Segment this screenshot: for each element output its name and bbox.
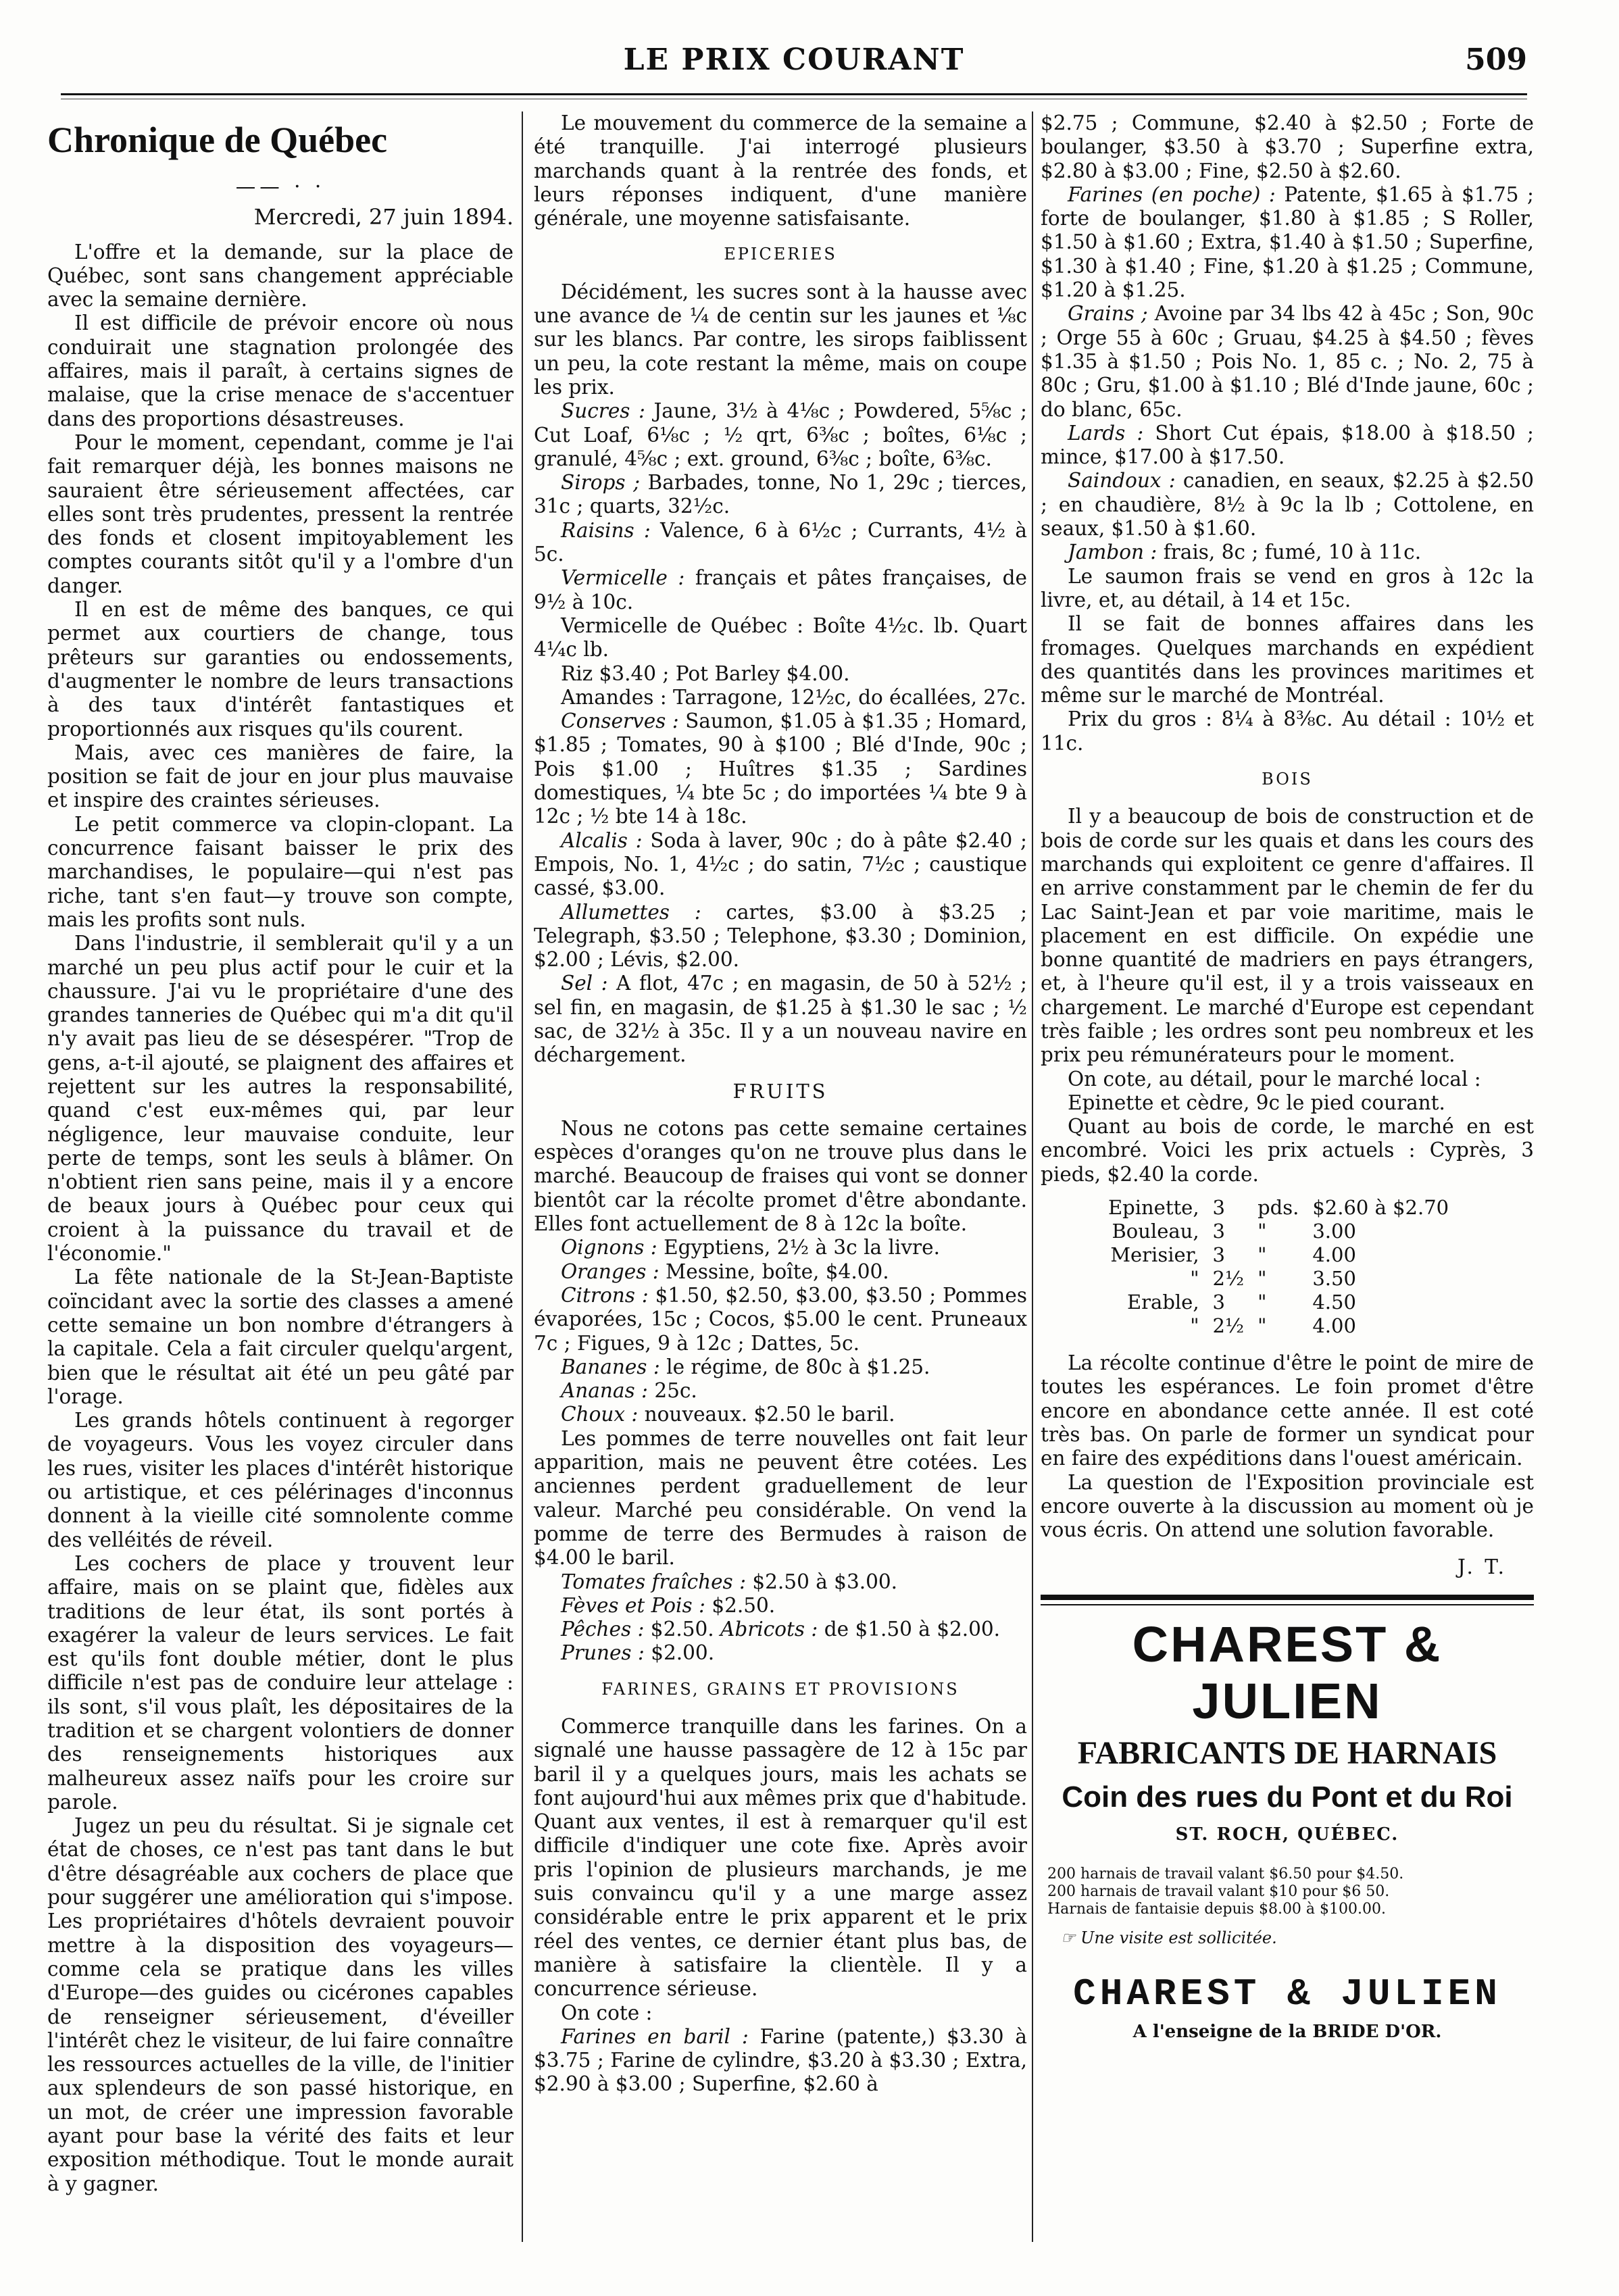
- price-item-label: Bananes :: [561, 1355, 660, 1378]
- ad-visit-text: Une visite est sollicitée.: [1080, 1928, 1277, 1948]
- ad-rule: [1041, 1604, 1534, 1605]
- section-heading-bois: BOIS: [1262, 770, 1313, 789]
- price-item-text: $2.00.: [644, 1641, 715, 1665]
- paragraph: Il en est de même des banques, ce qui permet aux courtiers de change, tous prêteurs sur garanties ou endossements, d'augmenter le nombre de leurs transactions à des taux d'intérêt fantastiques et proportionnés aux risques qu'ils courent.: [47, 598, 514, 741]
- paragraph: Pour le moment, cependant, comme je l'ai fait remarquer déjà, les bonnes maisons ne sauraient être sérieusement affectées, car elles sont très prudentes, pressent la rentrée des fonds et closent impitoyablement les comptes courants sitôt qu'il y a l'ombre d'un danger.: [47, 430, 514, 597]
- price-item-label: Grains ;: [1068, 302, 1148, 326]
- price-item-label: Choux :: [561, 1403, 639, 1426]
- paragraph: On cote, au détail, pour le marché local :: [1068, 1067, 1481, 1091]
- table-row: [1101, 1267, 1455, 1291]
- price-item-text: $1.50, $2.50, $3.00, $3.50 ; Pommes évaporées, 15c ; Cocos, $5.00 le cent. Pruneaux 7c ; Figues, 9 à 12c ; Dattes, 5c.: [534, 1283, 1027, 1355]
- paragraph: Prix du gros : 8¼ à 8⅜c. Au détail : 10½ et 11c.: [1041, 707, 1534, 755]
- price-item-text: $2.50 à $3.00.: [746, 1570, 898, 1593]
- paragraph: Les pommes de terre nouvelles ont fait leur apparition, mais ne peuvent être cotées. Les anciennes perdent graduellement de leur valeur. Marché peu considérable. On vend la pomme de terre des Bermudes à raison de $4.00 le baril.: [534, 1426, 1027, 1570]
- wood-unit: ": [1257, 1220, 1267, 1243]
- ad-offer-line: 200 harnais de travail valant $6.50 pour $4.50.: [1047, 1866, 1404, 1883]
- paragraph: Commerce tranquille dans les farines. On a signalé une hausse passagère de 12 à 15c par baril il y a quelques jours, mais les achats se font aujourd'hui aux mêmes prix que d'habitude. Quant aux ventes, il est à remarquer qu'il est difficile d'indiquer une cote fixe. Après avoir pris l'opinion de plusieurs marchands, je me suis convaincu qu'il y a une marge assez considérable entre le prix apparent et le prix réel des ventes, ce dernier étant plus bas, de manière à satisfaire la clientèle. Il y a concurrence sérieuse.: [534, 1715, 1027, 2001]
- dateline: Mercredi, 27 juin 1894.: [253, 204, 514, 230]
- paragraph: La question de l'Exposition provinciale est encore ouverte à la discussion au moment où je vous écris. On attend une solution favorable.: [1041, 1470, 1534, 1542]
- paragraph: Le saumon frais se vend en gros à 12c la livre, et, au détail, à 14 et 15c.: [1041, 564, 1534, 612]
- price-item: [534, 1260, 1027, 1284]
- wood-price: 4.00: [1312, 1314, 1356, 1338]
- price-item-label: Farines (en poche) :: [1068, 182, 1276, 206]
- wood-length: 3: [1212, 1196, 1225, 1220]
- price-item-text: Vermicelle de Québec : Boîte 4½c. lb. Quart 4¼c lb.: [534, 614, 1027, 662]
- price-item: [534, 972, 1027, 1067]
- paragraph: Nous ne cotons pas cette semaine certaines espèces d'oranges qu'on ne trouve plus dans le marché. Beaucoup de fraises qui vont se donner bientôt car la récolte promet d'être abondante. Elles font actuellement de 8 à 12c la boîte.: [534, 1116, 1027, 1236]
- price-item-label: Prunes :: [561, 1641, 645, 1665]
- price-item: [534, 1284, 1027, 1355]
- price-item-text: nouveaux. $2.50 le baril.: [638, 1403, 895, 1426]
- price-item: [1041, 302, 1534, 421]
- wood-price: $2.60 à $2.70: [1312, 1196, 1449, 1220]
- paragraph: Le mouvement du commerce de la semaine a été tranquille. J'ai interrogé plusieurs marchands quant à la rentrée des fonds, et leurs réponses indiquent, d'une manière générale, une moyenne satisfaisante.: [534, 111, 1027, 230]
- price-item-text: Saumon, $1.05 à $1.35 ; Homard, $1.85 ; Tomates, 90 à $100 ; Blé d'Inde, 90c ; Pois $1.00 ; Huîtres $1.35 ; Sardines domestiques, ¼ bte 5c ; do importées ¼ bte 9 à 12c ; ½ bte 14 à 18c.: [534, 709, 1027, 828]
- running-title: LE PRIX COURANT: [623, 43, 965, 77]
- price-item: [1041, 469, 1534, 541]
- advertisement: [1041, 1595, 1534, 2044]
- article-title: Chronique de Québec: [47, 120, 388, 160]
- price-item-text: Patente, $1.65 à $1.75 ; forte de boulanger, $1.80 à $1.85 ; S Roller, $1.50 à $1.60 ; Extra, $1.40 à $1.50 ; Superfine, $1.30 à $1.40 ; Fine, $1.20 à $1.25 ; Commune, $1.20 à $1.25.: [1041, 182, 1534, 302]
- price-item-label: Abricots :: [720, 1618, 818, 1641]
- paragraph: La fête nationale de la St-Jean-Baptiste coïncidant avec la sortie des classes a amené cette semaine un bon nombre d'étrangers à la capitale. Cela a fait circuler quelqu'argent, bien que le résultat ait été un peu gâté par l'orage.: [47, 1266, 514, 1408]
- table-row: [1101, 1314, 1455, 1338]
- ad-offers: [1047, 1866, 1534, 1918]
- paragraph: Les grands hôtels continuent à regorger de voyageurs. Vous les voyez circuler dans les rues, visiter les places d'intérêt historique ou artistique, et ces pélérinages d'inconnus donnent à la vieille cité somnolente comme des velléités de réveil.: [47, 1409, 514, 1551]
- price-item-label: Sel :: [561, 972, 608, 995]
- price-item: [534, 519, 1027, 567]
- wood-name: Merisier,: [1110, 1243, 1199, 1267]
- wood-length: 3: [1212, 1291, 1225, 1314]
- ad-offer-line: Harnais de fantaisie depuis $8.00 à $100.00.: [1047, 1901, 1387, 1918]
- table-row: [1101, 1291, 1455, 1314]
- price-item-label: Saindoux :: [1068, 469, 1176, 493]
- price-item: [534, 2025, 1027, 2097]
- price-item: [534, 901, 1027, 972]
- wood-unit: ": [1257, 1314, 1267, 1338]
- table-row: [1101, 1220, 1455, 1243]
- price-item-text: Soda à laver, 90c ; do à pâte $2.40 ; Empois, No. 1, 4½c ; do satin, 7½c ; caustique cassé, $3.00.: [534, 828, 1027, 900]
- price-item-text: Amandes : Tarragone, 12½c, do écallées, 27c.: [561, 685, 1026, 709]
- wood-price: 4.50: [1312, 1291, 1356, 1314]
- wood-name: Bouleau,: [1112, 1220, 1199, 1243]
- wood-unit: ": [1257, 1267, 1267, 1291]
- price-item: [534, 709, 1027, 828]
- paragraph: $2.75 ; Commune, $2.40 à $2.50 ; Forte de boulanger, $3.50 à $3.70 ; Superfine extra, $2.80 à $3.00 ; Fine, $2.50 à $2.60.: [1041, 111, 1534, 182]
- price-item-label: Lards :: [1068, 421, 1144, 445]
- price-item-text: de $1.50 à $2.00.: [818, 1618, 1001, 1641]
- ad-firm-name-footer: CHAREST & JULIEN: [1073, 1972, 1501, 2016]
- price-item-text: Short Cut épais, $18.00 à $18.50 ; mince, $17.00 à $17.50.: [1041, 421, 1534, 469]
- title-divider: —— · ·: [235, 175, 326, 198]
- price-item: [534, 1355, 1027, 1379]
- price-item-text: $2.50.: [644, 1618, 721, 1641]
- price-item-text: Valence, 6 à 6½c ; Currants, 4½ à 5c.: [534, 518, 1027, 566]
- price-item-label: Allumettes :: [561, 900, 701, 924]
- ad-trade: FABRICANTS DE HARNAIS: [1077, 1735, 1497, 1771]
- price-item-text: Egyptiens, 2½ à 3c la livre.: [657, 1236, 940, 1259]
- price-item-text: Avoine par 34 lbs 42 à 45c ; Son, 90c ; Orge 55 à 60c ; Gruau, $4.25 à $4.50 ; fèves $1.35 à $1.50 ; Pois No. 1, 85 c. ; No. 2, 75 à 80c ; Gru, $1.00 à $1.10 ; Blé d'Inde jaune, 60c ; do blanc, 65c.: [1041, 302, 1534, 421]
- price-item-text: canadien, en seaux, $2.25 à $2.50 ; en chaudière, 8½ à 9c la lb ; Cottolene, en seaux, $1.50 à $1.60.: [1041, 469, 1534, 541]
- price-item-text: Riz $3.40 ; Pot Barley $4.00.: [561, 662, 850, 685]
- price-item-text: Farine (patente,) $3.30 à $3.75 ; Farine de cylindre, $3.20 à $3.30 ; Extra, $2.90 à $3.00 ; Superfine, $2.60 à: [534, 2024, 1027, 2096]
- wood-price: 3.00: [1312, 1220, 1356, 1243]
- ad-shop-sign: A l'enseigne de la BRIDE D'OR.: [1132, 2021, 1442, 2042]
- author-signature: J. T.: [1457, 1555, 1507, 1579]
- wood-name: ": [1190, 1314, 1199, 1338]
- price-item-label: Farines en baril :: [561, 2024, 749, 2048]
- price-item-text: français et pâtes françaises, de 9½ à 10c.: [534, 566, 1027, 614]
- ad-city: ST. ROCH, QUÉBEC.: [1175, 1824, 1399, 1845]
- price-item-label: Citrons :: [561, 1283, 649, 1307]
- column-market-2: [1041, 111, 1534, 2249]
- wood-length: 3: [1212, 1220, 1225, 1243]
- price-item-text: Messine, boîte, $4.00.: [659, 1259, 889, 1283]
- wood-name: Epinette,: [1108, 1196, 1199, 1220]
- price-item: [534, 471, 1027, 519]
- column-rule-2: [1032, 111, 1033, 2242]
- paragraph: La récolte continue d'être le point de mire de toutes les espérances. Le foin promet d'être encore en abondance cette année. Il est coté très bas. On parle de former un syndicat pour en faire des expéditions dans l'ouest américain.: [1041, 1351, 1534, 1470]
- wood-unit: ": [1257, 1243, 1267, 1267]
- price-item: [1041, 541, 1534, 564]
- price-item-label: Raisins :: [561, 518, 651, 542]
- paragraph: Epinette et cèdre, 9c le pied courant.: [1068, 1091, 1445, 1114]
- paragraph: L'offre et la demande, sur la place de Québec, sont sans changement appréciable avec la semaine dernière.: [47, 240, 514, 311]
- price-item-label: Tomates fraîches :: [561, 1570, 747, 1593]
- price-item: [534, 1236, 1027, 1259]
- price-item: [534, 1594, 1027, 1618]
- wood-length: 2½: [1212, 1314, 1245, 1338]
- pointing-hand-icon: ☞: [1061, 1928, 1081, 1948]
- price-item-text: Jaune, 3½ à 4⅛c ; Powdered, 5⅝c ; Cut Loaf, 6⅛c ; ½ qrt, 6⅜c ; boîtes, 6⅛c ; granulé, 4⅝c ; ext. ground, 6⅜c ; boîte, 6⅜c.: [534, 399, 1027, 470]
- paragraph: Jugez un peu du résultat. Si je signale cet état de choses, ce n'est pas tant dans le but d'être désagréable aux cochers de place que pour suggérer une amélioration qui s'impose. Les propriétaires d'hôtels devraient pouvoir mettre à la disposition des voyageurs—comme cela se pratique dans les villes d'Europe—des guides ou cicérones capables de renseigner sérieusement, d'éveiller l'intérêt chez le visiteur, de lui faire connaître les ressources actuelles de la ville, de l'initier aux splendeurs de son passé historique, en un mot, de créer une impression favorable ayant pour base la vérité des faits et leur exposition méthodique. Tout le monde aurait à y gagner.: [47, 1814, 514, 2195]
- page-header: [61, 37, 1527, 98]
- price-item-text: cartes, $3.00 à $3.25 ; Telegraph, $3.50 ; Telephone, $3.30 ; Dominion, $2.00 ; Lévis, $2.00.: [534, 900, 1027, 972]
- wood-unit: ": [1257, 1291, 1267, 1314]
- ad-firm-name: CHAREST & JULIEN: [1132, 1616, 1443, 1729]
- price-item: [534, 829, 1027, 901]
- price-item-label: Ananas :: [561, 1379, 648, 1403]
- wood-length: 2½: [1212, 1267, 1245, 1291]
- ad-address: Coin des rues du Pont et du Roi: [1062, 1780, 1513, 1814]
- price-item: [534, 1618, 1027, 1641]
- price-item-label: Conserves :: [561, 709, 679, 733]
- wood-unit: pds.: [1257, 1196, 1299, 1220]
- header-rule: [61, 93, 1527, 95]
- price-item: [534, 1403, 1027, 1426]
- price-item-label: Vermicelle :: [561, 566, 685, 590]
- price-item-label: Alcalis :: [561, 828, 643, 852]
- table-row: [1101, 1243, 1455, 1267]
- price-item-text: frais, 8c ; fumé, 10 à 11c.: [1157, 541, 1422, 564]
- price-item-label: Jambon :: [1068, 541, 1157, 564]
- paragraph: Dans l'industrie, il semblerait qu'il y a un marché un peu plus actif pour le cuir et la chaussure. J'ai vu le propriétaire d'une des grandes tanneries de Québec qui m'a dit qu'il n'y avait pas lieu de se désespérer. "Trop de gens, a-t-il ajouté, se plaignent des affaires et rejettent sur les autres la responsabilité, quand c'est eux-mêmes qui, par leur négligence, leur mauvaise conduite, leur perte de temps, sont les seuls à blâmer. On n'obtient rien sans peine, mais il y a encore de beaux jours à Québec pour ceux qui croient à la puissance du travail et de l'économie.": [47, 932, 514, 1266]
- price-item: [534, 566, 1027, 614]
- paragraph: Mais, avec ces manières de faire, la position se fait de jour en jour plus mauvaise et inspire des craintes sérieuses.: [47, 741, 514, 812]
- price-item: [534, 1379, 1027, 1403]
- price-item-label: Pêches :: [561, 1618, 645, 1641]
- paragraph: Quant au bois de corde, le marché en est encombré. Voici les prix actuels : Cyprès, 3 pieds, $2.40 la corde.: [1041, 1115, 1534, 1186]
- wood-name: ": [1190, 1267, 1199, 1291]
- price-item: [534, 614, 1027, 662]
- paragraph: Décidément, les sucres sont à la hausse avec une avance de ¼ de centin sur les jaunes et ⅛c sur les blancs. Par contre, les sirops faiblissent un peu, la cote restant la même, mais on coupe les prix.: [534, 280, 1027, 399]
- ad-visit-note: [1061, 1926, 1534, 1950]
- wood-price-table: [1101, 1196, 1455, 1338]
- price-item-text: A flot, 47c ; en magasin, de 50 à 52½ ; sel fin, en magasin, de $1.25 à $1.30 le sac ; ½ sac, de 32½ à 35c. Il y a un nouveau navire en déchargement.: [534, 972, 1027, 1067]
- price-item: [1041, 183, 1534, 302]
- price-item-label: Oranges :: [561, 1259, 659, 1283]
- wood-length: 3: [1212, 1243, 1225, 1267]
- price-item: [534, 399, 1027, 471]
- wood-price: 3.50: [1312, 1267, 1356, 1291]
- wood-name: Erable,: [1127, 1291, 1199, 1314]
- price-item-label: Fèves et Pois :: [561, 1593, 705, 1617]
- column-rule-1: [522, 111, 523, 2242]
- paragraph: Le petit commerce va clopin-clopant. La concurrence faisant baisser le prix des marchandises, le populaire—qui n'est pas riche, tant s'en faut—y trouve son compte, mais les profits sont nuls.: [47, 812, 514, 931]
- price-item: [534, 1641, 1027, 1665]
- paragraph: On cote :: [561, 2001, 653, 2024]
- paragraph: Il y a beaucoup de bois de construction et de bois de corde sur les quais et dans les cours des marchands qui exploitent ce genre d'affaires. Il en arrive constamment par le chemin de fer du Lac Saint-Jean et par voie maritime, mais le placement en est difficile. On expédie une bonne quantité de madriers en pays étrangers, et, à l'heure qu'il est, il y a trois vaisseaux en chargement. Le marché d'Europe est cependant très faible ; les ordres sont peu nombreux et les prix peu rémunérateurs pour le moment.: [1041, 805, 1534, 1067]
- section-heading-farines: FARINES, GRAINS ET PROVISIONS: [601, 1679, 960, 1699]
- section-heading-fruits: FRUITS: [732, 1079, 828, 1103]
- price-item-label: Oignons :: [561, 1236, 657, 1259]
- page-number: 509: [1465, 43, 1527, 77]
- price-item-label: Sirops ;: [561, 471, 641, 495]
- price-item-text: Barbades, tonne, No 1, 29c ; tierces, 31c ; quarts, 32½c.: [534, 471, 1027, 518]
- paragraph: Les cochers de place y trouvent leur affaire, mais on se plaint que, fidèles aux traditions de leur état, ils sont portés à exagérer la valeur de leurs services. Le fait est qu'ils font double métier, dont le plus difficile n'est pas de conduire leur attelage : ils sont, s'il vous plaît, les dépositaires de la tradition et se chargent volontiers de donner des renseignements historiques aux malheureux assez naïfs pour les croire sur parole.: [47, 1551, 514, 1814]
- ad-offer-line: 200 harnais de travail valant $10 pour $6 50.: [1047, 1883, 1390, 1901]
- price-item-text: 25c.: [647, 1379, 697, 1403]
- price-item-text: le régime, de 80c à $1.25.: [659, 1355, 930, 1378]
- section-heading-epiceries: EPICERIES: [724, 245, 837, 264]
- price-item: [534, 662, 1027, 686]
- paragraph: Il se fait de bonnes affaires dans les fromages. Quelques marchands en expédient des quantités dans les provinces maritimes et même sur le marché de Montréal.: [1041, 612, 1534, 707]
- price-item: [534, 686, 1027, 709]
- paragraph: Il est difficile de prévoir encore où nous conduirait une stagnation prolongée des affaires, mais il paraît, à certains signes de malaise, que la crise menace de s'accentuer dans des proportions désastreuses.: [47, 311, 514, 430]
- column-chronique: [47, 111, 514, 2249]
- price-item: [534, 1570, 1027, 1594]
- price-item: [1041, 422, 1534, 470]
- column-market-1: [534, 111, 1027, 2249]
- price-item-label: Sucres :: [561, 399, 645, 423]
- wood-price: 4.00: [1312, 1243, 1356, 1267]
- price-item-text: $2.50.: [705, 1593, 776, 1617]
- table-row: [1101, 1196, 1455, 1220]
